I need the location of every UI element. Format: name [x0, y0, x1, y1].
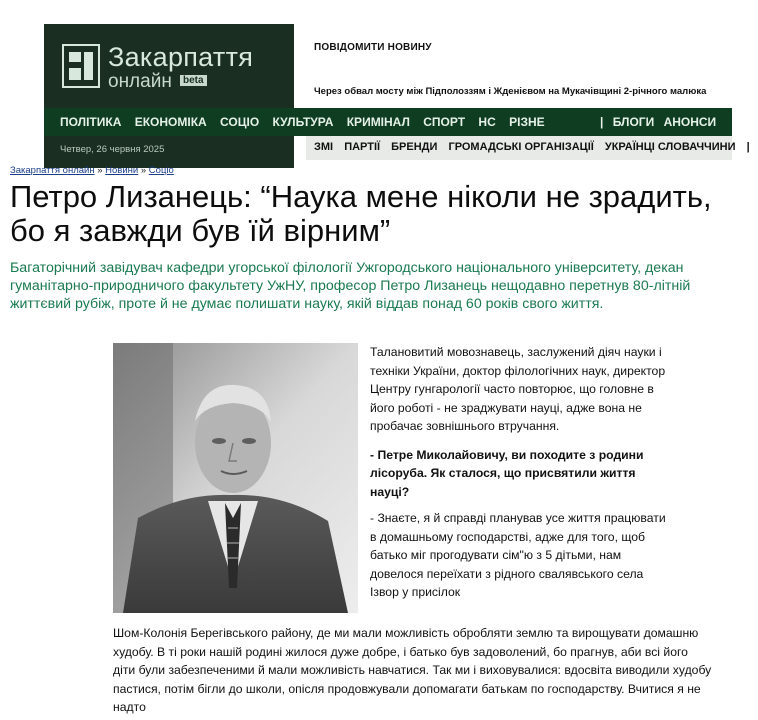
nav-item-economy[interactable]: ЕКОНОМІКА	[134, 115, 207, 129]
interview-question: - Петре Миколайовичу, ви походите з родини лісоруба. Як сталося, що присвятили життя науці?	[370, 447, 644, 499]
news-ticker[interactable]: Через обвал мосту між Підполоззям і Жденієвом на Мукачівщині 2-річного малюка	[314, 86, 707, 97]
site-header	[0, 0, 750, 168]
nav-item-politics[interactable]: ПОЛІТИКА	[60, 115, 122, 129]
subnav-item-media[interactable]: ЗМІ	[314, 141, 334, 153]
sub-nav	[306, 136, 750, 160]
breadcrumb-news[interactable]: Новини	[105, 165, 139, 176]
subnav-item-slovakia-ukrainians[interactable]: УКРАЇНЦІ СЛОВАЧЧИНИ	[604, 141, 736, 153]
breadcrumb-separator: »	[140, 165, 147, 176]
logo-icon[interactable]	[62, 44, 100, 88]
main-nav	[44, 108, 732, 136]
breadcrumb-socio[interactable]: Соціо	[148, 165, 174, 176]
article-paragraph: - Знаєте, я й справді планував усе життя працювати в домашньому господарстві, адже для того, щоб батько міг прогодувати сім"ю з 5 дітьми, нам довелося переїхати з рідного свалявського села Ізвор у присілок	[370, 511, 666, 599]
breadcrumb	[10, 165, 174, 176]
nav-item-socio[interactable]: СОЦІО	[220, 115, 260, 129]
subnav-item-brands[interactable]: БРЕНДИ	[391, 141, 438, 153]
current-date: Четвер, 26 червня 2025	[60, 144, 165, 155]
breadcrumb-separator: »	[97, 165, 103, 176]
nav-item-sport[interactable]: СПОРТ	[423, 115, 466, 129]
logo-title[interactable]: Закарпаття	[108, 42, 254, 72]
article-paragraph: Талановитий мовознавець, заслужений діяч науки і техніки України, доктор філологічних наук, директор Центру гунгарології часто повторює, що головне в його роботі - не зраджувати науці, адже вона не пробачає зовнішнього втручання.	[370, 345, 666, 433]
subnav-item-parties[interactable]: ПАРТІЇ	[344, 141, 381, 153]
nav-item-announcements[interactable]: АНОНСИ	[663, 115, 717, 129]
article-lead: Багаторічний завідувач кафедри угорської філології Ужгородського національного університету, декан гуманітарно-природничого факультету УжНУ, професор Петро Лизанець нещодавно перетнув 80-літній життєвий рубіж, проте й не думає полишати науку, якій віддав понад 60 років свого життя.	[10, 260, 691, 312]
report-news-link[interactable]: ПОВІДОМИТИ НОВИНУ	[314, 42, 432, 53]
logo-subtitle[interactable]: онлайн	[108, 71, 172, 92]
nav-item-culture[interactable]: КУЛЬТУРА	[272, 115, 334, 129]
article-title: Петро Лизанець: “Наука мене ніколи не зрадить, бо я завжди був їй вірним”	[10, 179, 712, 248]
nav-item-blogs[interactable]: БЛОГИ	[612, 115, 655, 129]
article-body-continued: Шом-Колонія Берегівського району, де ми мали можливість обробляти землю та вирощувати домашню худобу. В ті роки нашій родині жилося дуже добре, і батько був задоволений, бо прагнув, аби всі його діти були забезпеченими й мали можливість навчатися. Так ми і виховувалися: вдосвіта виводили худобу пастися, потім бігли до школи, опісля продовжували допомагати батькам по господарству. Вчитися я не надто	[113, 626, 712, 714]
subnav-divider: |	[746, 141, 750, 153]
portrait-photo	[113, 343, 358, 613]
breadcrumb-home[interactable]: Закарпаття онлайн	[10, 165, 95, 176]
beta-badge: beta	[180, 75, 207, 86]
date-bar	[44, 136, 294, 168]
nav-item-crime[interactable]: КРИМІНАЛ	[346, 115, 410, 129]
subnav-item-ngos[interactable]: ГРОМАДСЬКІ ОРГАНІЗАЦІЇ	[448, 141, 594, 153]
nav-item-ns[interactable]: НС	[478, 115, 496, 129]
article-body-column	[370, 343, 670, 610]
nav-item-misc[interactable]: РІЗНЕ	[509, 115, 545, 129]
nav-divider: |	[600, 115, 604, 129]
